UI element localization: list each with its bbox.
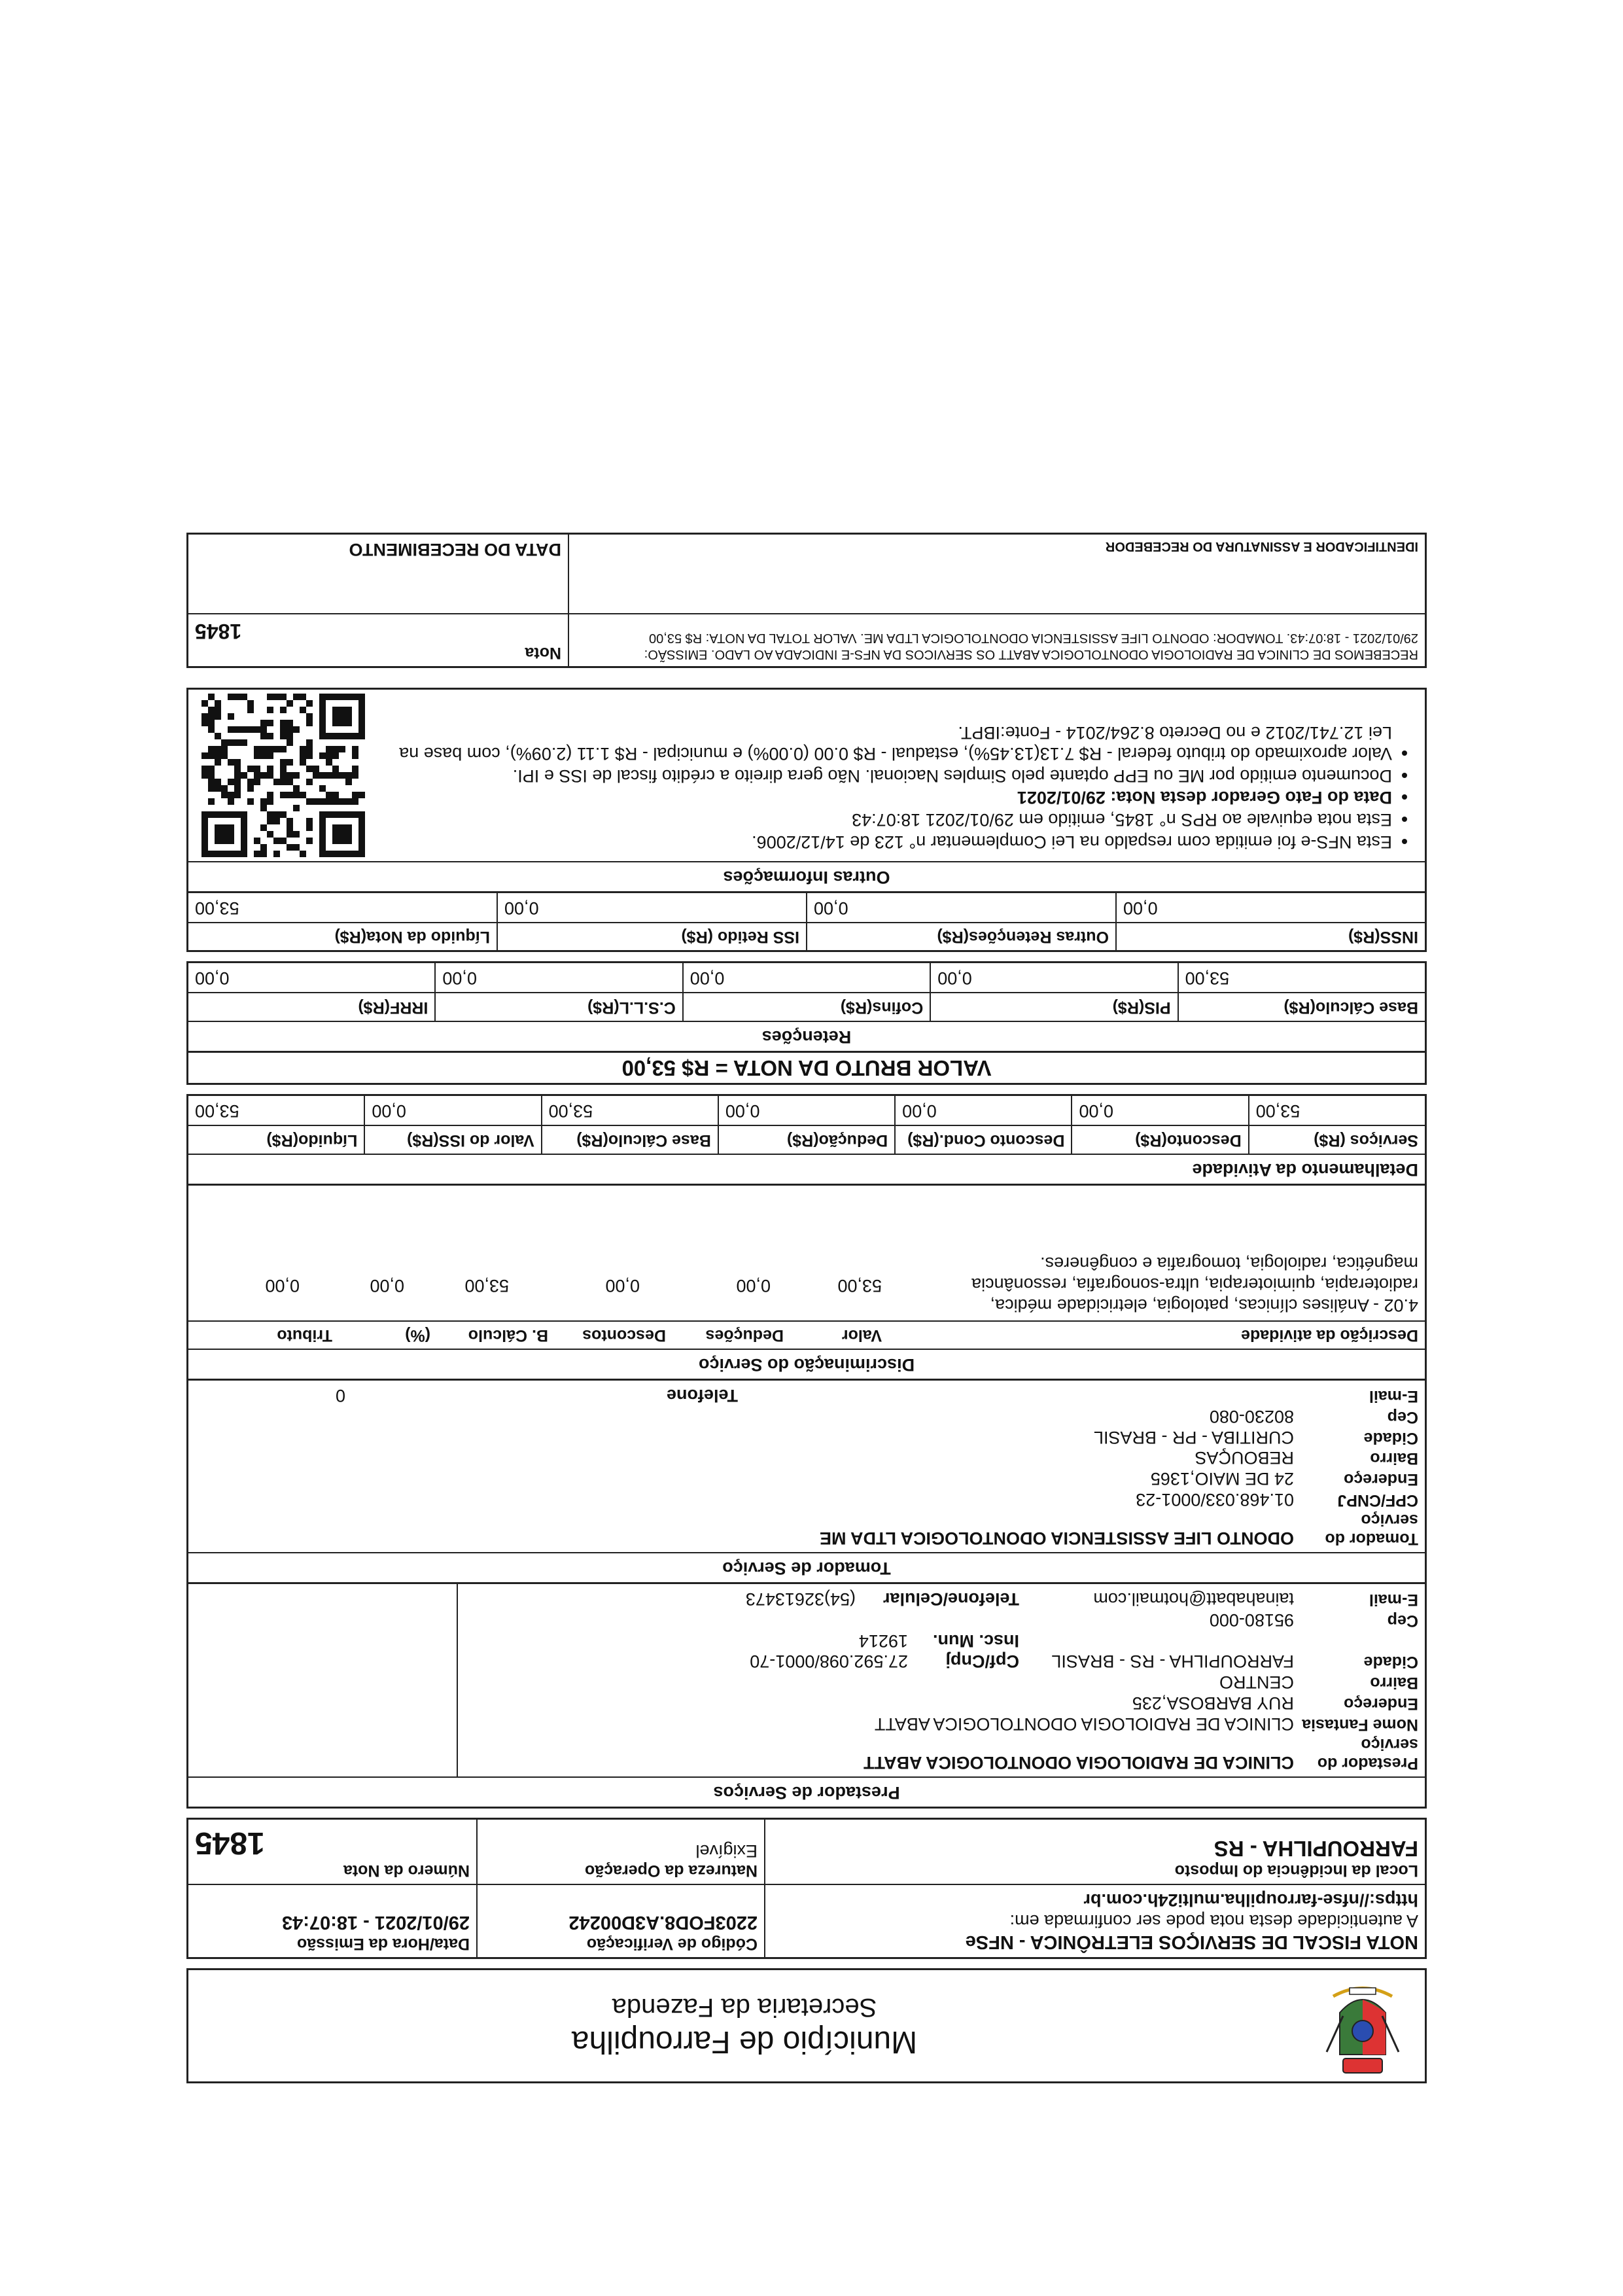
service-header: Tributo xyxy=(277,1326,332,1345)
receipt-signature-field[interactable]: IDENTIFICADOR E ASSINATURA DO RECEBEDOR xyxy=(568,535,1425,613)
service-block xyxy=(186,1184,1427,1379)
service-header: B. Cálculo xyxy=(468,1326,548,1345)
provider-cep: 95180-000 xyxy=(1209,1610,1294,1630)
retention-header: PIS(R$) xyxy=(930,993,1177,1021)
service-base: 53,00 xyxy=(464,1275,509,1296)
other-info-block xyxy=(186,688,1427,891)
coat-of-arms xyxy=(1300,1970,1425,2081)
retention-header: Cofins(R$) xyxy=(682,993,930,1021)
provider-email-label: E-mail xyxy=(1369,1590,1418,1609)
taker-cep-label: Cep xyxy=(1387,1407,1418,1426)
service-rate: 0,00 xyxy=(370,1275,404,1296)
retentions-section-title: Retenções xyxy=(188,1021,1425,1051)
taker-address-label: Endereço xyxy=(1344,1470,1418,1489)
provider-fantasy-label: Nome Fantasia xyxy=(1302,1716,1418,1735)
service-header: Descontos xyxy=(582,1326,666,1345)
taker-cep: 80230-080 xyxy=(1209,1406,1294,1426)
verification-label: Código de Verificação xyxy=(586,1935,758,1953)
taker-name: ODONTO LIFE ASSISTENCIA ODONTOLOGICA LTDA ME xyxy=(819,1528,1294,1549)
service-header: Deduções xyxy=(705,1326,784,1345)
other-info-item: • Esta NFS-e foi emitida com respaldo na Lei Complementar n° 123 de 14/12/2006. xyxy=(372,831,1392,852)
other-info-item: • Esta nota equivale ao RPS n° 1845, emitido em 29/01/2021 18:07:43 xyxy=(372,809,1392,830)
taker-district-label: Bairro xyxy=(1370,1449,1418,1468)
receipt-text: RECEBEMOS DE CLINICA DE RADIOLOGIA ODONTOLOGICA ABATT OS SERVICOS DA NFS-E INDICADA AO LADO. EMISSÃO: 29/01/2021 - 18:07:43. TOMADOR: ODONTO LIFE ASSISTENCIA ODONTOLOGICA LTDA ME. VALOR TOTAL DA NOTA: R$ 53,00 xyxy=(568,614,1425,666)
taker-name-label: Tomador do serviço xyxy=(1325,1510,1418,1549)
activity-header: Líquido(R$) xyxy=(266,1131,358,1150)
retention-header: ISS Retido (R$) xyxy=(497,923,806,951)
provider-block xyxy=(186,1582,1427,1809)
activity-value: 0,00 xyxy=(1071,1096,1248,1125)
retentions-block-2 xyxy=(186,891,1427,952)
taker-city: CURITIBA - PR - BRASIL xyxy=(1093,1427,1294,1447)
receipt-note-number: 1845 xyxy=(195,619,242,643)
other-info-item: • Data do Fato Gerador desta Nota: 29/01/2021 xyxy=(372,787,1392,808)
receipt-note-label: Nota xyxy=(525,644,561,663)
taker-city-label: Cidade xyxy=(1363,1428,1418,1447)
provider-email: tainahabatt@hotmail.com xyxy=(1093,1589,1294,1609)
provider-district-label: Bairro xyxy=(1370,1674,1418,1693)
retention-header: Outras Retenções(R$) xyxy=(806,923,1115,951)
taker-phone-label: Telefone xyxy=(666,1385,738,1405)
emission-value: 29/01/2021 - 18:07:43 xyxy=(282,1912,470,1934)
number-label: Número da Nota xyxy=(343,1862,470,1881)
retention-value: 0,00 xyxy=(930,963,1177,992)
auth-url: https://nfse-farroupilha.multi24h.com.br xyxy=(1083,1890,1418,1910)
service-discounts: 0,00 xyxy=(605,1275,640,1296)
provider-section-title: Prestador de Serviços xyxy=(188,1776,1425,1807)
retention-value: 0,00 xyxy=(1115,893,1425,922)
qr-code xyxy=(195,694,372,857)
operation-label: Natureza da Operação xyxy=(585,1862,758,1881)
activity-section-title: Detalhamento da Atividade xyxy=(188,1154,1425,1184)
activity-value: 53,00 xyxy=(541,1096,718,1125)
retention-value: 0,00 xyxy=(434,963,682,992)
taker-section-title: Tomador de Serviço xyxy=(188,1552,1425,1582)
receipt-date-field[interactable]: DATA DO RECEBIMENTO xyxy=(349,539,561,559)
provider-phone: (54)32613473 xyxy=(745,1589,856,1609)
activity-header: Desconto Cond.(R$) xyxy=(894,1126,1071,1154)
gross-total: VALOR BRUTO DA NOTA = R$ 53,00 xyxy=(186,1051,1427,1086)
retention-header: IRRF(R$) xyxy=(358,998,428,1017)
provider-cpf-label: Cpf/Cnpj xyxy=(945,1651,1019,1672)
emission-label: Data/Hora da Emissão xyxy=(297,1935,470,1953)
local-label: Local da Incidência do Imposto xyxy=(1174,1862,1418,1881)
provider-district: CENTRO xyxy=(1219,1672,1294,1693)
coat-of-arms-icon xyxy=(1314,1973,1412,2078)
taker-block xyxy=(186,1379,1427,1582)
service-deductions: 0,00 xyxy=(736,1275,771,1296)
nfse-title: NOTA FISCAL DE SERVIÇOS ELETRÔNICA - NFSe xyxy=(965,1932,1418,1952)
taker-cpf: 01.468.033/0001-23 xyxy=(1136,1490,1294,1510)
retention-value: 0,00 xyxy=(806,893,1115,922)
auth-text: A autenticidade desta nota pode ser confirmada em: xyxy=(1009,1911,1418,1931)
nfse-info-block xyxy=(186,1818,1427,1959)
service-description-line: radioterapia, quimioterapia, ultra-sonografia, ressonância xyxy=(971,1274,1418,1294)
provider-cpf: 27.592.098/0001-70 xyxy=(750,1651,908,1672)
service-row xyxy=(188,1186,1425,1320)
activity-value: 0,00 xyxy=(894,1096,1071,1125)
provider-name-label: Prestador do serviço xyxy=(1317,1735,1418,1773)
retention-value: 0,00 xyxy=(682,963,930,992)
service-description-line: 4.02 - Análises clínicas, patologia, eletricidade médica, xyxy=(990,1295,1418,1315)
retention-header: Líquido da Nota(R$) xyxy=(334,928,490,947)
taker-address: 24 DE MAIO,1365 xyxy=(1150,1469,1294,1489)
activity-header: Base Cálculo(R$) xyxy=(541,1126,718,1154)
provider-cep-label: Cep xyxy=(1387,1611,1418,1630)
activity-header: Serviços (R$) xyxy=(1248,1126,1425,1154)
taker-district: REBOUÇAS xyxy=(1195,1448,1294,1468)
provider-address: RUY BARBOSA,235 xyxy=(1132,1693,1294,1714)
local-value: FARROUPILHA - RS xyxy=(1213,1836,1418,1861)
provider-fantasy: CLINICA DE RADIOLOGIA ODONTOLOGICA ABATT xyxy=(874,1714,1294,1735)
activity-value: 53,00 xyxy=(195,1101,239,1122)
municipality-title: Município de Farroupilha xyxy=(571,2024,918,2059)
service-value: 53,00 xyxy=(837,1275,882,1296)
operation-value: Exigível xyxy=(695,1841,758,1861)
provider-name: CLINICA DE RADIOLOGIA ODONTOLOGICA ABATT xyxy=(864,1753,1294,1773)
retention-header: C.S.L.L(R$) xyxy=(434,993,682,1021)
receipt-block xyxy=(186,533,1427,668)
other-info-item: • Valor aproximado do tributo federal - R$ 7.13(13.45%), estadual - R$ 0.00 (0.00%) e municipal - R$ 1.11 (2.09%), com base na Lei 12.741/2012 e no Decreto 8.264/2014 - Fonte:IBPT. xyxy=(372,722,1392,764)
service-description-line: magnética, radiologia, tomografia e congêneres. xyxy=(1040,1253,1418,1273)
service-header-row xyxy=(188,1320,1425,1349)
activity-header: Dedução(R$) xyxy=(718,1126,894,1154)
activity-value: 0,00 xyxy=(718,1096,894,1125)
provider-insc: 19214 xyxy=(858,1631,908,1651)
provider-city-label: Cidade xyxy=(1363,1653,1418,1672)
retentions-block xyxy=(186,961,1427,1050)
taker-phone: 0 xyxy=(335,1385,345,1405)
retention-value: 0,00 xyxy=(497,893,806,922)
nfse-document xyxy=(186,533,1427,2083)
service-tax: 0,00 xyxy=(265,1275,300,1296)
service-section-title: Discriminação do Serviço xyxy=(188,1349,1425,1379)
other-info-list xyxy=(372,698,1392,853)
other-info-item: • Documento emitido por ME ou EPP optante pelo Simples Nacional. Não gera direito a crédito fiscal de ISS e IPI. xyxy=(372,765,1392,786)
activity-block xyxy=(186,1094,1427,1183)
activity-value: 0,00 xyxy=(364,1096,540,1125)
activity-header: Valor do ISS(R$) xyxy=(364,1126,540,1154)
taker-email-label: E-mail xyxy=(1369,1386,1418,1405)
retention-header: Base Cálculo(R$) xyxy=(1178,993,1425,1021)
verification-code: 2203FOD8.A3D00242 xyxy=(568,1912,758,1934)
header-block xyxy=(186,1968,1427,2083)
service-header: Descrição da atividade xyxy=(1241,1326,1418,1345)
provider-address-label: Endereço xyxy=(1344,1695,1418,1714)
activity-value: 53,00 xyxy=(1248,1096,1425,1125)
retention-header: INSS(R$) xyxy=(1115,923,1425,951)
service-header: (%) xyxy=(405,1326,430,1345)
service-header: Valor xyxy=(841,1326,882,1345)
retention-value: 0,00 xyxy=(194,968,230,989)
provider-city: FARROUPILHA - RS - BRASIL xyxy=(1051,1651,1294,1672)
retention-value: 53,00 xyxy=(195,898,239,918)
activity-header: Desconto(R$) xyxy=(1071,1126,1248,1154)
qr-code-icon xyxy=(201,694,365,857)
retention-value: 53,00 xyxy=(1178,963,1425,992)
provider-phone-label: Telefone/Celular xyxy=(882,1589,1019,1609)
other-info-section-title: Outras Informações xyxy=(188,861,1425,891)
department-title: Secretaria da Fazenda xyxy=(612,1993,877,2022)
provider-insc-label: Insc. Mun. xyxy=(932,1631,1019,1651)
taker-cpf-label: CPF/CNPJ xyxy=(1337,1491,1418,1510)
nfse-number: 1845 xyxy=(195,1825,265,1860)
